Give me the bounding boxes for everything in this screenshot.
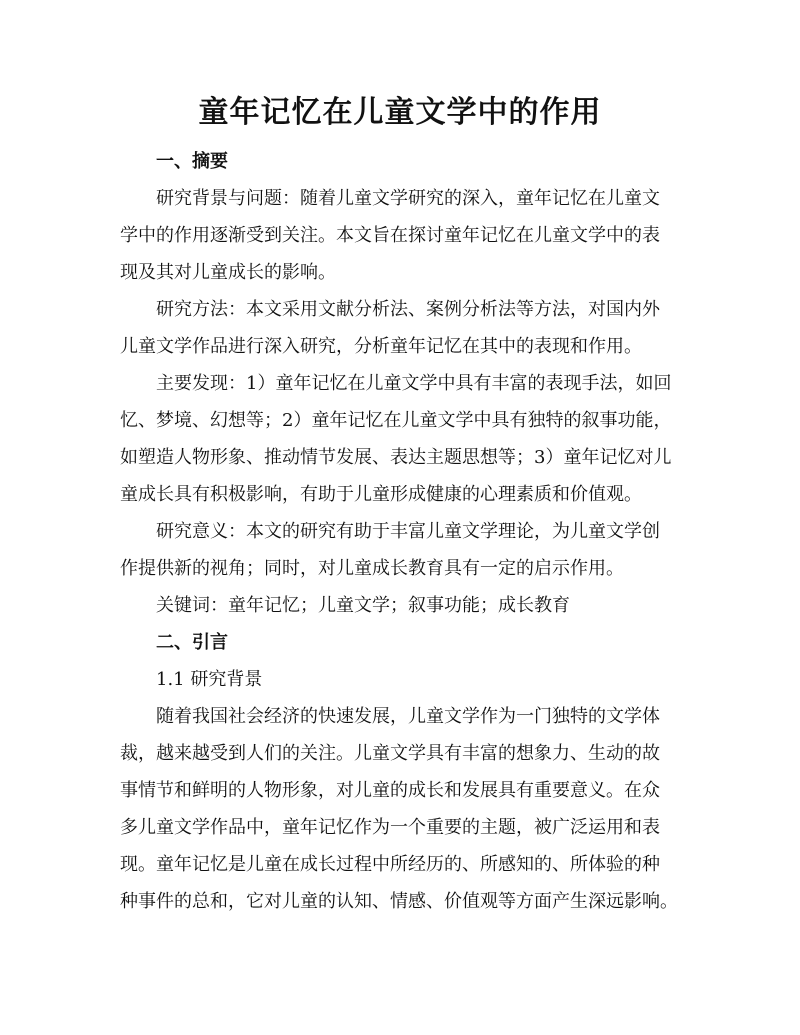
paragraph-line: 童成长具有积极影响，有助于儿童形成健康的心理素质和价值观。: [120, 484, 642, 505]
paragraph-line: 作提供新的视角；同时，对儿童成长教育具有一定的启示作用。: [120, 558, 624, 579]
subsection-heading-background: 1.1 研究背景: [156, 669, 263, 690]
paragraph-line: 现及其对儿童成长的影响。: [120, 262, 336, 283]
document-title: 童年记忆在儿童文学中的作用: [198, 95, 602, 130]
section-heading-abstract: 一、摘要: [156, 151, 228, 172]
paragraph-line: 种事件的总和，它对儿童的认知、情感、价值观等方面产生深远影响。: [120, 891, 678, 912]
paragraph-line: 如塑造人物形象、推动情节发展、表达主题思想等；3）童年记忆对儿: [120, 447, 672, 468]
paragraph-line: 儿童文学作品进行深入研究，分析童年记忆在其中的表现和作用。: [120, 336, 642, 357]
paragraph-line: 研究背景与问题：随着儿童文学研究的深入，童年记忆在儿童文: [156, 188, 660, 209]
paragraph-line: 主要发现：1）童年记忆在儿童文学中具有丰富的表现手法，如回: [156, 373, 672, 394]
paragraph-line: 多儿童文学作品中，童年记忆作为一个重要的主题，被广泛运用和表: [120, 817, 660, 838]
paragraph-line: 事情节和鲜明的人物形象，对儿童的成长和发展具有重要意义。在众: [120, 780, 660, 801]
paragraph-line: 裁，越来越受到人们的关注。儿童文学具有丰富的想象力、生动的故: [120, 743, 660, 764]
keywords-line: 关键词：童年记忆；儿童文学；叙事功能；成长教育: [156, 595, 570, 616]
paragraph-line: 学中的作用逐渐受到关注。本文旨在探讨童年记忆在儿童文学中的表: [120, 225, 660, 246]
paragraph-line: 研究意义：本文的研究有助于丰富儿童文学理论，为儿童文学创: [156, 521, 660, 542]
paragraph-line: 忆、梦境、幻想等；2）童年记忆在儿童文学中具有独特的叙事功能，: [120, 410, 672, 431]
paragraph-line: 现。童年记忆是儿童在成长过程中所经历的、所感知的、所体验的种: [120, 854, 660, 875]
paragraph-line: 随着我国社会经济的快速发展，儿童文学作为一门独特的文学体: [156, 706, 660, 727]
section-heading-introduction: 二、引言: [156, 632, 228, 653]
document-body: [120, 143, 685, 920]
paragraph-line: 研究方法：本文采用文献分析法、案例分析法等方法，对国内外: [156, 299, 660, 320]
